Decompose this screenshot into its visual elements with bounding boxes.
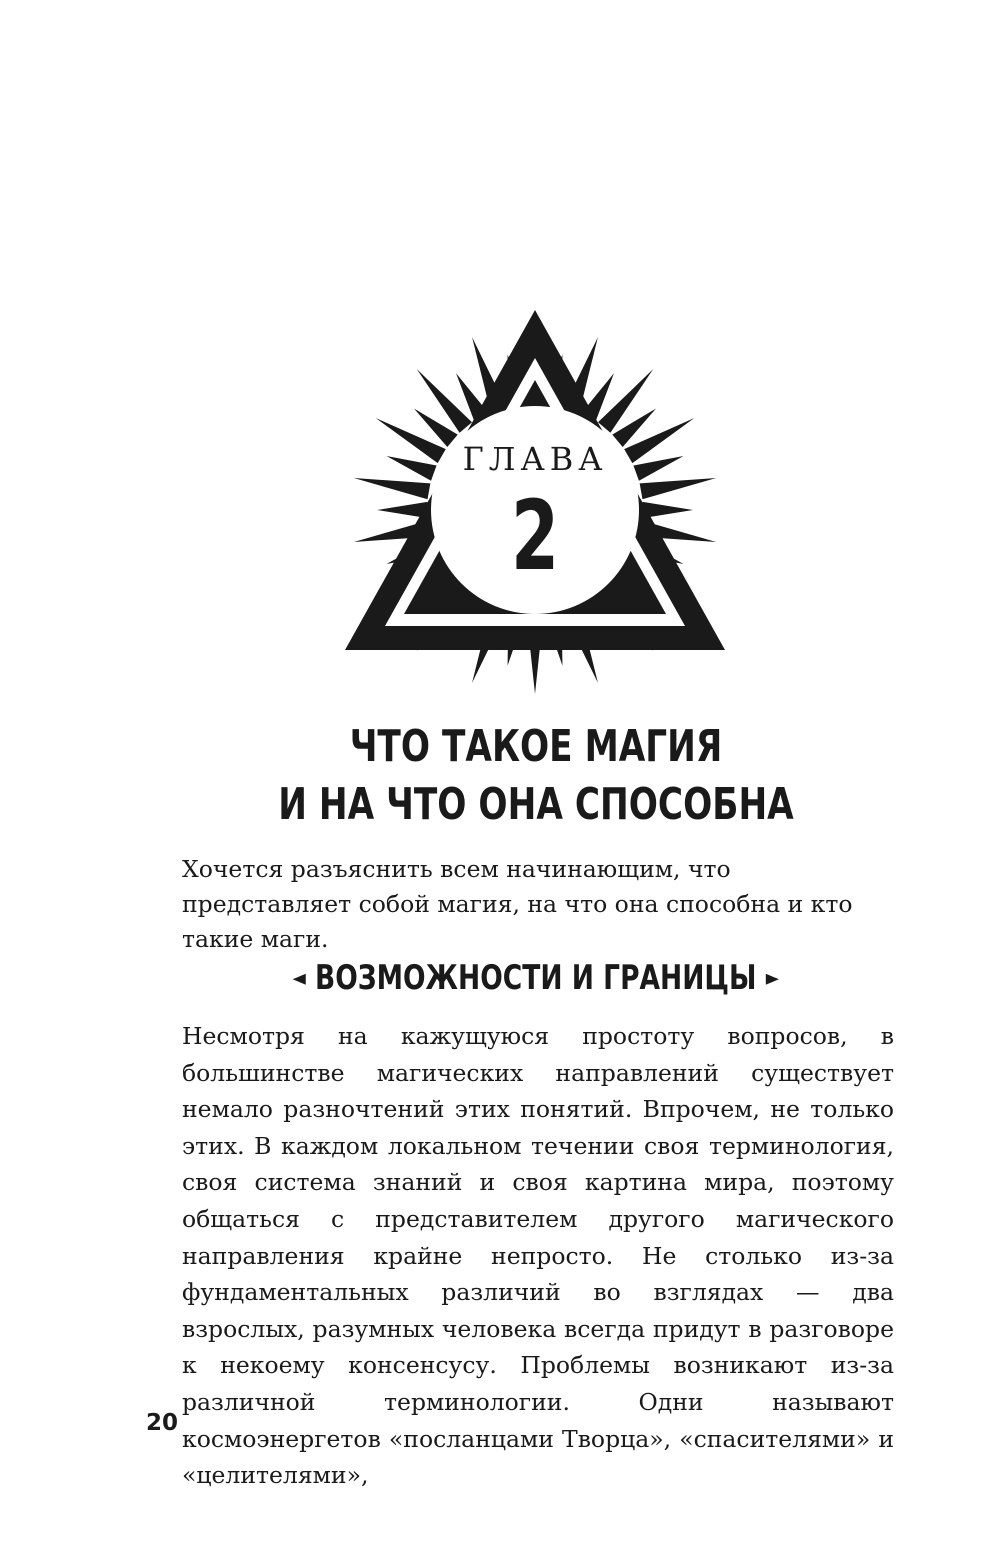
right-triangle-icon: ► (765, 966, 780, 991)
chapter-title-line-1: ЧТО ТАКОЕ МАГИЯ (349, 721, 723, 772)
chapter-number: 2 (510, 480, 560, 592)
section-heading (180, 956, 892, 1001)
chapter-title-line-2: И НА ЧТО ОНА СПОСОБНА (278, 779, 794, 830)
body-paragraph: Несмотря на кажущуюся простоту вопросов, в большинстве магических направлений существует немало разночтений этих понятий. Впрочем, не только этих. В каждом локальном течении своя терминология, своя система знаний и своя картина мира, поэтому общаться с представителем другого магического направления крайне непросто. Не столько из-за фундаментальных различий во взглядах — два взрослых, разумных человека всегда придут в разговоре к некоему консенсусу. Проблемы возникают из-за различной терминологии. Одни называют космоэнергетов «посланцами Творца», «спасителями» и «целителями», (182, 1022, 894, 1490)
section-heading-text: ВОЗМОЖНОСТИ И ГРАНИЦЫ (315, 958, 757, 998)
intro-paragraph: Хочется разъяснить всем начинающим, что представляет собой магия, на что она способна и кто такие маги. (182, 855, 853, 953)
left-triangle-icon: ◄ (292, 966, 307, 991)
page-number: 20 (146, 1410, 179, 1436)
chapter-label: ГЛАВА (462, 440, 608, 478)
chapter-title (180, 718, 892, 834)
